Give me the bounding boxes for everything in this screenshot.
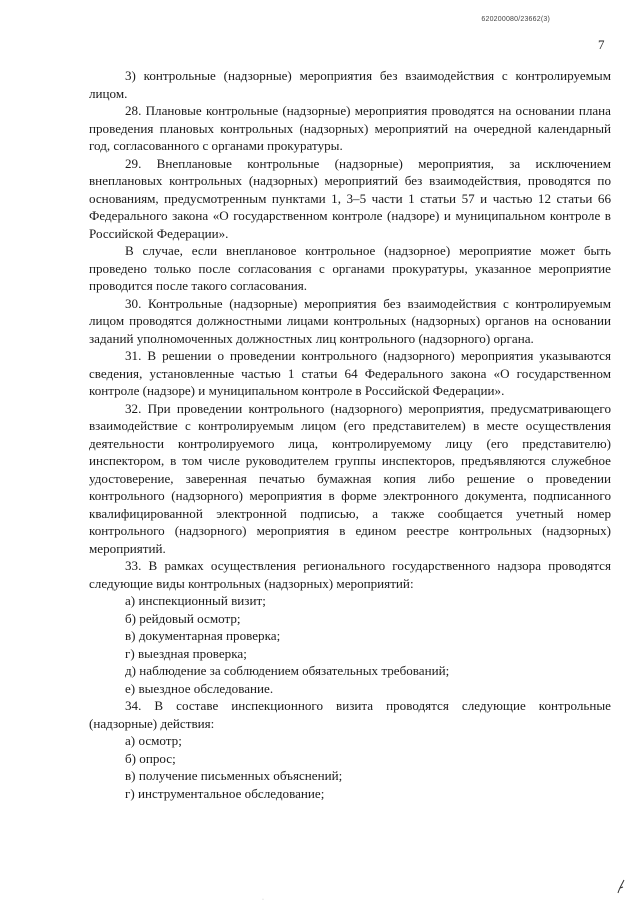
list-item: а) осмотр; [125,733,182,748]
list-item: е) выездное обследование. [125,680,274,696]
paragraph-28: 28. Плановые контрольные (надзорные) мероприятия проводятся на основании плана проведения плановых контрольных (надзорных) мероприятий на очередной календарный год, согласованного с органами прокуратуры. [89,103,611,153]
list-item: в) получение письменных объяснений; [125,768,343,783]
footer-mark: · [262,897,264,903]
paragraph-30: 30. Контрольные (надзорные) мероприятия без взаимодействия с контролируемым лицом проводятся должностными лицами контрольных (надзорных) органов на основании заданий уполномоченных должностных лиц контрольного (надзорного) органа. [89,295,611,346]
paragraph-29-continuation: В случае, если внеплановое контрольное (надзорное) мероприятие может быть проведено только после согласования с органами прокуратуры, указанное мероприятие проводится после такого согласования. [89,243,611,293]
document-code: 620200080/23662(3) [481,16,550,23]
page-number: 7 [598,37,605,52]
list-item: б) рейдовый осмотр; [125,610,241,626]
paragraph-item-3: 3) контрольные (надзорные) мероприятия без взаимодействия с контролируемым лицом. [89,68,611,101]
list-item: г) выездная проверка; [125,645,247,661]
list-item: б) опрос; [125,750,176,766]
paragraph-33: 33. В рамках осуществления регионального государственного надзора проводятся следующие виды контрольных (надзорных) мероприятий: [89,558,611,591]
list-item: а) инспекционный визит; [125,593,266,608]
list-item: г) инструментальное обследование; [125,785,325,801]
document-body [89,67,611,802]
list-item: д) наблюдение за соблюдением обязательных требований; [125,663,450,678]
paragraph-31: 31. В решении о проведении контрольного (надзорного) мероприятия указываются сведения, установленные частью 1 статьи 64 Федерального закона «О государственном контроле (надзоре) и муниципальном контроле в Российской Федерации». [89,348,611,398]
paragraph-29: 29. Внеплановые контрольные (надзорные) мероприятия, за исключением внеплановых контрольных (надзорных) мероприятий без взаимодействия, проводятся по основаниям, предусмотренным пунктами 1, 3–5 части 1 статьи 57 и частью 12 статьи 66 Федерального закона «О государственном контроле (надзоре) и муниципальном контроле в Российской Федерации». [89,155,611,241]
handwritten-mark-icon [616,878,626,894]
paragraph-34: 34. В составе инспекционного визита проводятся следующие контрольные (надзорные) действия: [89,698,611,731]
list-item: в) документарная проверка; [125,628,281,643]
paragraph-32: 32. При проведении контрольного (надзорного) мероприятия, предусматривающего взаимодействие с контролируемым лицом (его представителем) в месте осуществления деятельности контролируемого лица, контролируемому лицу (его представителю) инспектором, в том числе руководителем группы инспекторов, предъявляются служебное удостоверение, заверенная печатью бумажная копия либо решение о проведении контрольного (надзорного) мероприятия в форме электронного документа, подписанного квалифицированной электронной подписью, а также сообщается учетный номер контрольного (надзорного) мероприятия в едином реестре контрольных (надзорных) мероприятий. [89,400,611,556]
